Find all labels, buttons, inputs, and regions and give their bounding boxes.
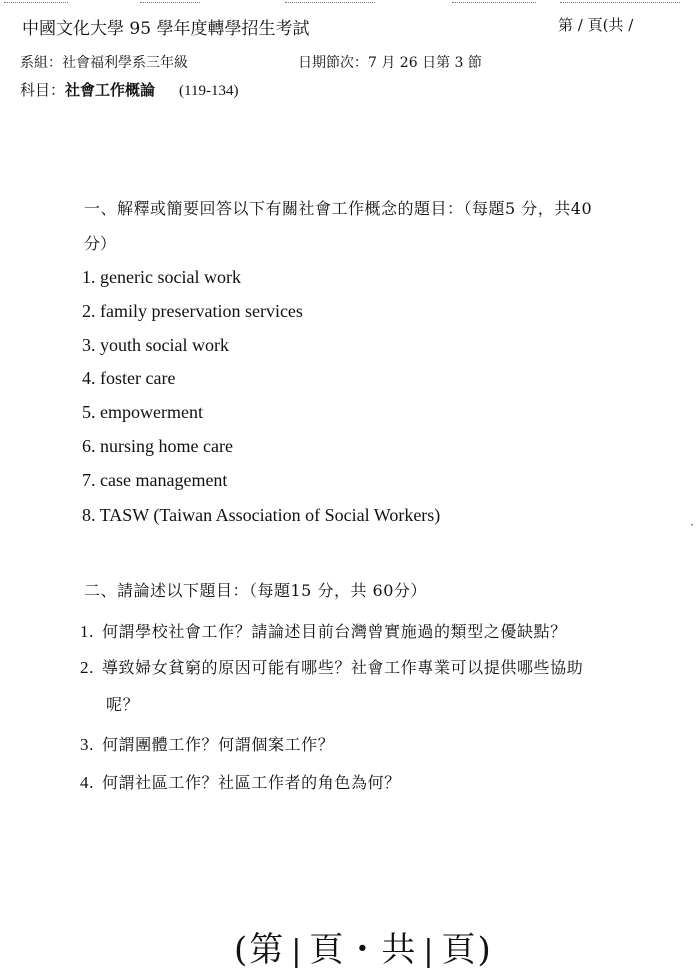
footer-divider: | — [291, 934, 304, 969]
subject-name: 社會工作概論 — [65, 81, 156, 99]
essay-question — [80, 770, 401, 793]
section1-heading: 一、解釋或簡要回答以下有關社會工作概念的題目：（每題5 分，共40 — [84, 199, 593, 218]
list-item: 4. foster care — [82, 368, 176, 388]
header-dotted-rule — [452, 2, 536, 3]
question-number: 3. — [80, 735, 94, 754]
list-item: 1. generic social work — [82, 267, 241, 287]
essay-question — [80, 619, 567, 642]
footer-page: 頁・共 — [309, 930, 418, 970]
header-dotted-rule — [560, 2, 680, 3]
list-item: 5. empowerment — [82, 402, 203, 422]
header-dotted-rule — [140, 2, 200, 3]
section2-heading: 二、請論述以下題目：（每題15 分，共 60分） — [84, 581, 427, 600]
list-item: 3. youth social work — [82, 335, 229, 355]
subject-label: 科目： — [20, 81, 66, 99]
margin-mark: · — [690, 518, 694, 532]
footer-divider: | — [423, 934, 436, 969]
question-text: 呢？ — [106, 695, 140, 714]
section1-heading-cont: 分） — [84, 234, 117, 253]
date-period-line: 日期節次：7 月 26 日第 3 節 — [298, 55, 482, 71]
question-text: 何謂社區工作？社區工作者的角色為何？ — [101, 773, 401, 792]
page-number-mark: 第 / 頁(共 / — [558, 16, 634, 34]
question-text: 導致婦女貧窮的原因可能有哪些？社會工作專業可以提供哪些協助 — [101, 658, 584, 677]
page-footer — [234, 922, 493, 971]
essay-question-cont — [106, 692, 139, 715]
essay-question — [80, 732, 334, 755]
header-dotted-rule — [285, 2, 375, 3]
footer-close: 頁) — [441, 930, 493, 970]
subject-code: (119-134) — [179, 83, 239, 99]
question-number: 1. — [80, 622, 94, 641]
essay-question — [80, 655, 583, 678]
subject-line — [20, 79, 238, 100]
question-text: 何謂學校社會工作？請論述目前台灣曾實施過的類型之優缺點？ — [101, 622, 567, 641]
department-line: 系組：社會福利學系三年級 — [20, 55, 188, 71]
list-item: 2. family preservation services — [82, 301, 303, 321]
question-number: 2. — [80, 658, 94, 677]
list-item: 6. nursing home care — [82, 436, 233, 456]
question-number: 4. — [80, 773, 94, 792]
header-dotted-rule — [4, 2, 68, 3]
list-item: 7. case management — [82, 470, 228, 490]
list-item: 8. TASW (Taiwan Association of Social Workers) — [82, 505, 441, 525]
question-text: 何謂團體工作？何謂個案工作？ — [101, 735, 335, 754]
exam-title: 中國文化大學 95 學年度轉學招生考試 — [22, 19, 310, 39]
footer-open: (第 — [234, 930, 286, 970]
